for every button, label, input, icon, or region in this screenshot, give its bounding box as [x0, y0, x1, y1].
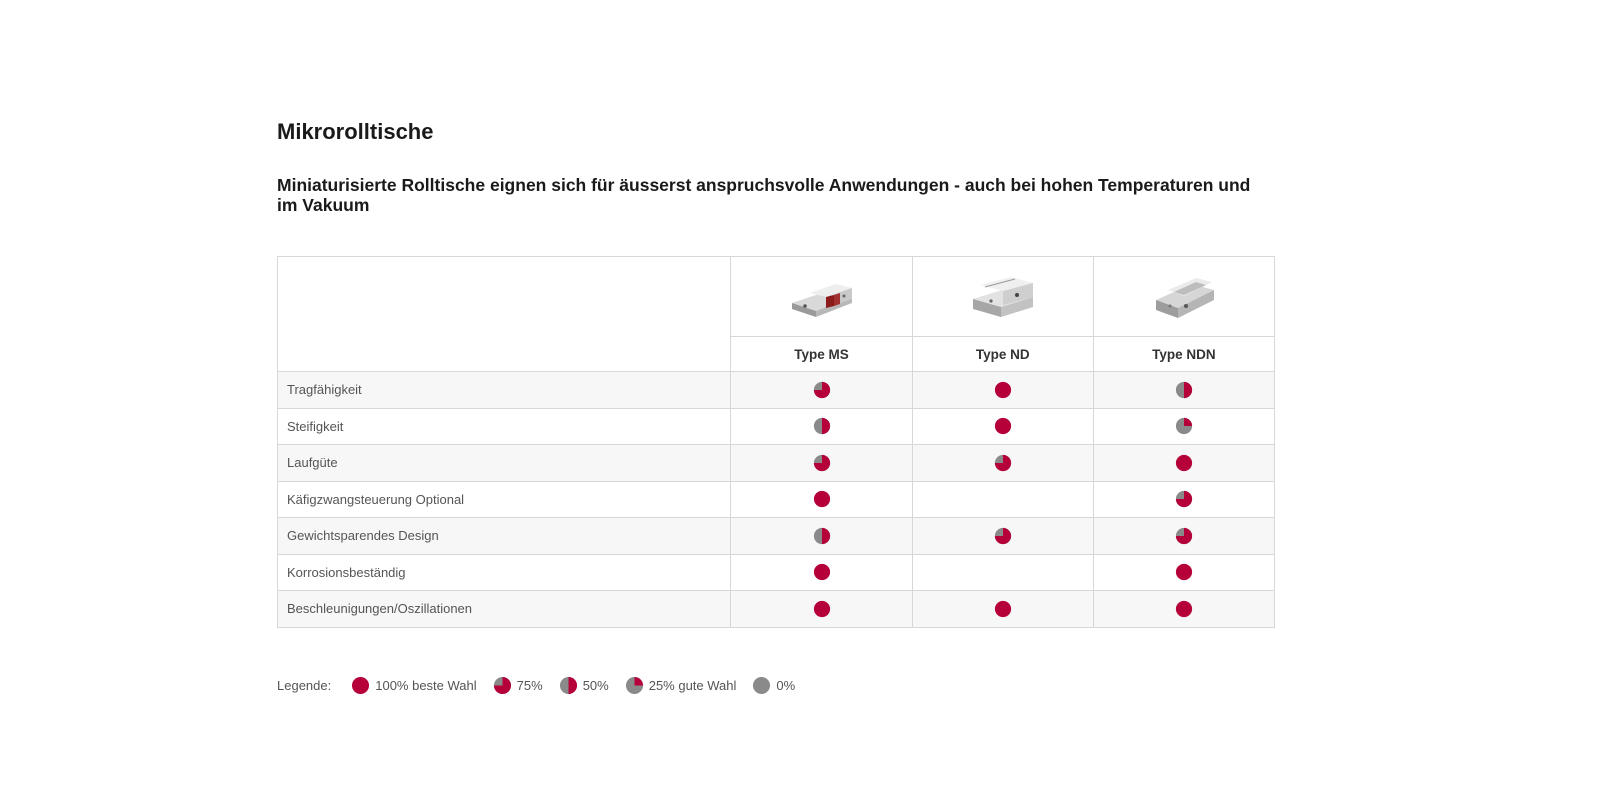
- legend-title: Legende:: [277, 678, 332, 693]
- legend-item-label: 25% gute Wahl: [648, 678, 737, 693]
- rating-cell: [731, 408, 912, 445]
- rating-50-icon: [813, 527, 831, 545]
- rating-100-icon: [1175, 563, 1193, 581]
- legend-item-label: 50%: [582, 678, 609, 693]
- product-nd-image: [971, 267, 1035, 321]
- rating-25-icon: [1175, 417, 1193, 435]
- rating-cell: [1093, 372, 1274, 409]
- rating-75-icon: [493, 676, 512, 695]
- rating-cell: [731, 591, 912, 628]
- rating-75-icon: [994, 527, 1012, 545]
- rating-100-icon: [994, 381, 1012, 399]
- row-label: Käfigzwangsteuerung Optional: [278, 481, 731, 518]
- product-ndn-image-cell: [1093, 257, 1274, 337]
- rating-cell: [1093, 408, 1274, 445]
- row-label: Beschleunigungen/Oszillationen: [278, 591, 731, 628]
- product-ms-image-cell: [731, 257, 912, 337]
- rating-cell: [1093, 554, 1274, 591]
- comparison-table: [277, 256, 1275, 628]
- legend-item: [625, 676, 737, 695]
- rating-cell: [912, 518, 1093, 555]
- rating-100-icon: [351, 676, 370, 695]
- rating-cell: [912, 554, 1093, 591]
- rating-50-icon: [1175, 381, 1193, 399]
- legend-item: [351, 676, 476, 695]
- rating-cell: [1093, 445, 1274, 482]
- rating-cell: [912, 372, 1093, 409]
- legend: [277, 676, 811, 695]
- product-ms-image: [790, 269, 854, 319]
- rating-cell: [731, 372, 912, 409]
- row-label: Laufgüte: [278, 445, 731, 482]
- product-nd-image-cell: [912, 257, 1093, 337]
- product-name: Type MS: [731, 337, 912, 372]
- rating-50-icon: [813, 417, 831, 435]
- legend-item: [559, 676, 609, 695]
- rating-cell: [1093, 481, 1274, 518]
- table-row: [278, 445, 1275, 482]
- rating-75-icon: [813, 454, 831, 472]
- rating-100-icon: [813, 600, 831, 618]
- rating-75-icon: [813, 381, 831, 399]
- product-name: Type ND: [912, 337, 1093, 372]
- legend-item-label: 100% beste Wahl: [375, 678, 477, 693]
- legend-item-label: 75%: [516, 678, 543, 693]
- table-row: [278, 372, 1275, 409]
- table-row: [278, 554, 1275, 591]
- product-ndn-image: [1152, 264, 1216, 324]
- rating-cell: [731, 481, 912, 518]
- rating-100-icon: [994, 417, 1012, 435]
- row-label: Steifigkeit: [278, 408, 731, 445]
- table-row: [278, 591, 1275, 628]
- legend-item: [752, 676, 795, 695]
- rating-75-icon: [1175, 490, 1193, 508]
- rating-100-icon: [813, 490, 831, 508]
- rating-50-icon: [559, 676, 578, 695]
- legend-item-label: 0%: [776, 678, 796, 693]
- rating-100-icon: [813, 563, 831, 581]
- rating-cell: [731, 518, 912, 555]
- rating-25-icon: [625, 676, 644, 695]
- row-label: Korrosionsbeständig: [278, 554, 731, 591]
- rating-cell: [912, 445, 1093, 482]
- rating-100-icon: [994, 600, 1012, 618]
- row-label: Tragfähigkeit: [278, 372, 731, 409]
- rating-cell: [731, 554, 912, 591]
- rating-100-icon: [1175, 600, 1193, 618]
- table-row: [278, 518, 1275, 555]
- product-name: Type NDN: [1093, 337, 1274, 372]
- page-subtitle: Miniaturisierte Rolltische eignen sich für äusserst anspruchsvolle Anwendungen - auch bei hohen Temperaturen und im Vakuum: [277, 175, 1251, 215]
- rating-cell: [1093, 591, 1274, 628]
- table-row: [278, 408, 1275, 445]
- rating-cell: [1093, 518, 1274, 555]
- table-row: [278, 481, 1275, 518]
- rating-cell: [912, 481, 1093, 518]
- rating-cell: [731, 445, 912, 482]
- row-label: Gewichtsparendes Design: [278, 518, 731, 555]
- page-title: Mikrorolltische: [277, 119, 434, 144]
- rating-cell: [912, 408, 1093, 445]
- product-image-row: [278, 257, 1275, 337]
- rating-0-icon: [752, 676, 771, 695]
- rating-75-icon: [1175, 527, 1193, 545]
- rating-cell: [912, 591, 1093, 628]
- empty-header-cell: [278, 257, 731, 372]
- rating-75-icon: [994, 454, 1012, 472]
- rating-100-icon: [1175, 454, 1193, 472]
- legend-item: [493, 676, 543, 695]
